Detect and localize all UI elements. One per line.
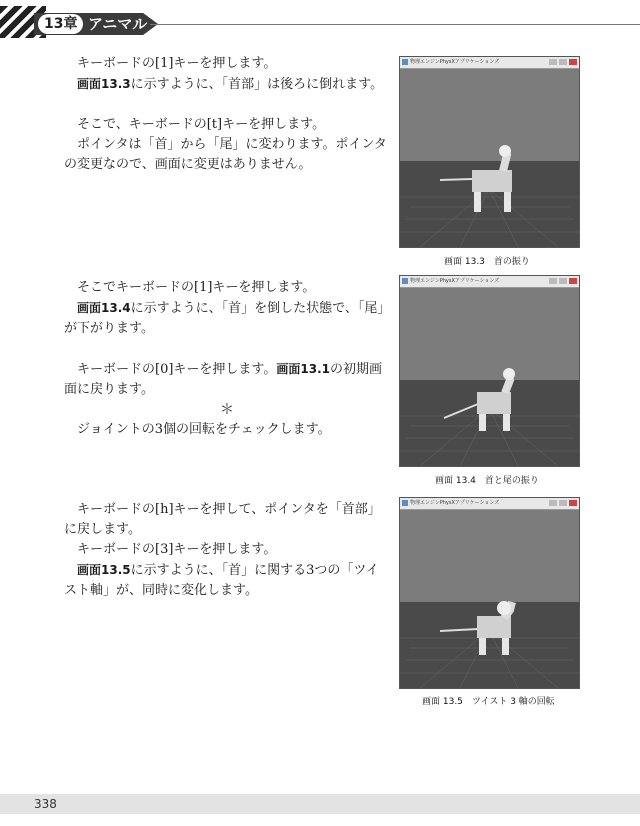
window-title: 物理エンジンPhysXアプリケーションズ [410,278,500,284]
window-titlebar [400,57,579,69]
text-block-2 [64,278,390,440]
app-icon [402,278,408,284]
paragraph: そこでキーボードの[1]キーを押します。 [77,280,316,295]
figure-caption: 画面 13.3 首の振り [444,257,530,267]
paragraph: キーボードの[3]キーを押します。 [77,542,277,557]
window-titlebar [400,498,579,510]
paragraph: キーボードの[h]キーを押して、ポインタを「首部」に戻します。 [64,502,381,537]
chapter-number: 13章 [38,14,83,34]
window-controls [549,278,577,284]
page-number: 338 [34,797,57,811]
chapter-header [0,0,640,40]
text-block-3 [64,500,390,601]
scene-render [400,510,579,688]
window-controls [549,59,577,65]
paragraph: キーボードの[0]キーを押します。画面13.1の初期画面に戻ります。 [64,362,382,397]
app-icon [402,59,408,65]
footer-band [0,794,640,814]
screenshot-13-5 [399,497,580,689]
window-title: 物理エンジンPhysXアプリケーションズ [410,500,500,506]
paragraph: そこで、キーボードの[t]キーを押します。 [77,117,326,132]
scene-render [400,69,579,247]
section-separator: ＊ [220,402,234,418]
chapter-title: アニマル [88,15,148,33]
text-block-1 [64,54,390,175]
figure-reference: 画面13.4 [77,301,131,315]
figure-caption: 画面 13.4 首と尾の振り [435,476,539,486]
paragraph: 画面13.5に示すように、「首」に関する3つの「ツイスト軸」が、同時に変化します。 [64,563,379,598]
paragraph: 画面13.4に示すように、「首」を倒した状態で、「尾」が下がります。 [64,301,384,336]
header-rule [150,24,640,25]
paragraph: 画面13.3に示すように、「首部」は後ろに倒れます。 [77,77,384,92]
paragraph: ポインタは「首」から「尾」に変わります。ポインタの変更なので、画面に変更はありません。 [64,137,387,172]
scene-render [400,288,579,466]
app-icon [402,500,408,506]
paragraph: ジョイントの3個の回転をチェックします。 [77,422,331,437]
window-controls [549,500,577,506]
paragraph: キーボードの[1]キーを押します。 [77,56,277,71]
window-titlebar [400,276,579,288]
screenshot-13-4 [399,275,580,467]
window-title: 物理エンジンPhysXアプリケーションズ [410,59,500,65]
figure-reference: 画面13.3 [77,77,131,91]
figure-reference: 画面13.5 [77,563,131,577]
figure-reference: 画面13.1 [276,362,330,376]
screenshot-13-3 [399,56,580,248]
figure-caption: 画面 13.5 ツイスト 3 軸の回転 [422,697,555,707]
